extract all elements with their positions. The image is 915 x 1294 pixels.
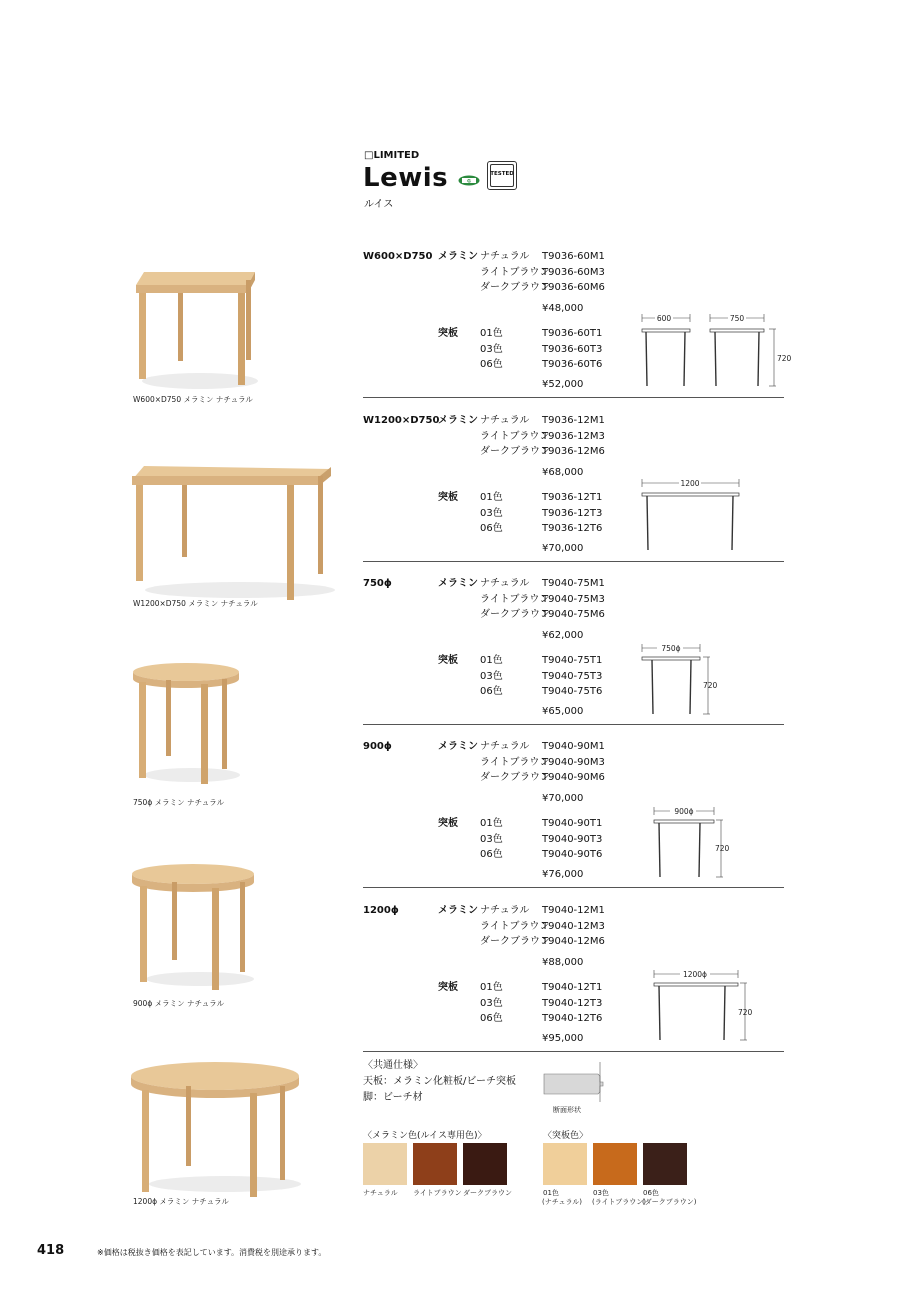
- veneer-colors-title: 〈突板色〉: [543, 1131, 589, 1141]
- finish-label-veneer: 突板: [438, 818, 458, 829]
- dim-height: 720: [703, 681, 718, 690]
- model-number: T9040-90M6: [542, 772, 605, 783]
- table-photo-w600: [130, 265, 255, 395]
- model-number: T9040-90T1: [542, 818, 603, 829]
- color-swatch: [643, 1143, 687, 1185]
- model-number: T9036-60M1: [542, 251, 605, 262]
- color-name: 06色: [480, 1013, 503, 1024]
- photo-caption: 900ϕ メラミン ナチュラル: [133, 999, 225, 1008]
- color-name: ライトブラウン: [480, 430, 550, 442]
- price: ¥88,000: [542, 957, 584, 968]
- model-number: T9040-75M6: [542, 609, 605, 620]
- model-number: T9040-12M3: [542, 920, 605, 932]
- color-name: 03色: [480, 833, 503, 845]
- color-name: 01色: [480, 818, 503, 829]
- color-name: 06色: [480, 523, 503, 534]
- color-swatch-label: 01色: [543, 1189, 559, 1197]
- model-number: T9040-12T1: [542, 982, 603, 993]
- common-specs: [363, 1058, 516, 1106]
- model-number: T9036-12M6: [542, 446, 605, 457]
- size-label: 1200ϕ: [363, 905, 399, 916]
- divider: [363, 887, 784, 888]
- color-name: ダークブラウン: [480, 772, 550, 783]
- color-name: 01色: [480, 328, 503, 339]
- finish-label-melamine: メラミン: [438, 905, 478, 916]
- color-name: 01色: [480, 492, 503, 503]
- model-number: T9040-90M1: [542, 741, 605, 752]
- color-name: 06色: [480, 359, 503, 370]
- model-number: T9040-12T3: [542, 997, 603, 1009]
- tested-badge: [487, 161, 517, 190]
- finish-label-melamine: メラミン: [438, 251, 478, 262]
- cross-section-caption: 断面形状: [553, 1106, 581, 1114]
- color-name: ダークブラウン: [480, 936, 550, 947]
- table-photo-w1200: [130, 462, 335, 602]
- tested-badge-text: TESTED: [490, 171, 514, 177]
- model-number: T9036-60T1: [542, 328, 603, 339]
- model-number: T9040-75T3: [542, 670, 603, 682]
- finish-label-melamine: メラミン: [438, 415, 478, 426]
- color-name: ナチュラル: [480, 578, 530, 589]
- price: ¥70,000: [542, 543, 584, 554]
- model-number: T9036-12T1: [542, 492, 603, 503]
- series-label: □LIMITED: [364, 150, 420, 161]
- color-name: 01色: [480, 655, 503, 666]
- price: ¥68,000: [542, 467, 584, 478]
- price: ¥65,000: [542, 706, 584, 717]
- dimension-diagram-900: [636, 803, 736, 881]
- page-number: 418: [37, 1243, 65, 1258]
- price: ¥52,000: [542, 379, 584, 390]
- model-number: T9040-75M1: [542, 578, 605, 589]
- common-specs-legs: 脚：ビーチ材: [363, 1092, 423, 1103]
- color-name: 03色: [480, 997, 503, 1009]
- model-number: T9036-60T3: [542, 343, 603, 355]
- size-label: 750ϕ: [363, 578, 392, 589]
- color-swatch: [463, 1143, 507, 1185]
- page-title-kana: ルイス: [364, 199, 394, 210]
- color-name: ダークブラウン: [480, 609, 550, 620]
- svg-text:G: G: [467, 179, 471, 185]
- size-label: W600×D750: [363, 251, 433, 262]
- finish-label-veneer: 突板: [438, 328, 458, 339]
- finish-label-veneer: 突板: [438, 655, 458, 666]
- divider: [363, 397, 784, 398]
- finish-label-veneer: 突板: [438, 492, 458, 503]
- color-swatch-label: ナチュラル: [363, 1189, 398, 1197]
- finish-label-veneer: 突板: [438, 982, 458, 993]
- dimension-diagram-w1200: [636, 475, 746, 553]
- color-swatch-label: 03色: [593, 1189, 609, 1197]
- color-name: 03色: [480, 670, 503, 682]
- model-number: T9040-90M3: [542, 756, 605, 768]
- table-photo-750: [130, 660, 242, 788]
- model-number: T9036-60T6: [542, 359, 603, 370]
- photo-caption: 1200ϕ メラミン ナチュラル: [133, 1197, 229, 1206]
- color-swatch-label: ライトブラウン: [413, 1189, 462, 1197]
- finish-label-melamine: メラミン: [438, 741, 478, 752]
- common-specs-title: 〈共通仕様〉: [363, 1060, 423, 1071]
- color-name: 03色: [480, 343, 503, 355]
- price: ¥70,000: [542, 793, 584, 804]
- model-number: T9040-75T6: [542, 686, 603, 697]
- cross-section-diagram: [540, 1060, 612, 1104]
- price: ¥76,000: [542, 869, 584, 880]
- model-number: T9040-12T6: [542, 1013, 603, 1024]
- color-swatch: [593, 1143, 637, 1185]
- color-name: ナチュラル: [480, 741, 530, 752]
- melamine-colors-title: 〈メラミン色(ルイス専用色)〉: [363, 1131, 487, 1141]
- color-name: ナチュラル: [480, 415, 530, 426]
- dimension-diagram-750: [636, 640, 731, 718]
- color-name: 03色: [480, 507, 503, 519]
- dim-width: 600: [656, 314, 672, 323]
- photo-caption: W1200×D750 メラミン ナチュラル: [133, 599, 258, 608]
- color-name: ライトブラウン: [480, 593, 550, 605]
- table-photo-900: [130, 862, 258, 992]
- photo-caption: 750ϕ メラミン ナチュラル: [133, 798, 225, 807]
- color-name: ダークブラウン: [480, 282, 550, 293]
- price-note: ※価格は税抜き価格を表記しています。消費税を別途承ります。: [97, 1248, 327, 1257]
- page-title: Lewis: [363, 163, 449, 193]
- dim-width: 1200: [680, 479, 700, 488]
- price: ¥95,000: [542, 1033, 584, 1044]
- color-name: ナチュラル: [480, 905, 530, 916]
- dim-height: 720: [738, 1008, 753, 1017]
- color-name: 06色: [480, 686, 503, 697]
- dim-width: 900ϕ: [674, 807, 694, 816]
- dim-depth: 750: [729, 314, 745, 323]
- common-specs-top: 天板：メラミン化粧板/ビーチ突板: [363, 1076, 516, 1087]
- certification-mark-icon: [458, 171, 480, 185]
- model-number: T9036-12M3: [542, 430, 605, 442]
- divider: [363, 1051, 784, 1052]
- color-name: ナチュラル: [480, 251, 530, 262]
- color-swatch: [543, 1143, 587, 1185]
- model-number: T9040-12M6: [542, 936, 605, 947]
- dim-width: 750ϕ: [661, 644, 681, 653]
- color-name: 01色: [480, 982, 503, 993]
- size-label: 900ϕ: [363, 741, 392, 752]
- color-swatch: [363, 1143, 407, 1185]
- color-swatch-label: 06色: [643, 1189, 659, 1197]
- color-name: ライトブラウン: [480, 756, 550, 768]
- dim-height: 720: [715, 844, 730, 853]
- model-number: T9040-75T1: [542, 655, 603, 666]
- dim-height: 720: [777, 354, 792, 363]
- color-swatch: [413, 1143, 457, 1185]
- table-photo-1200: [130, 1060, 305, 1198]
- dimension-diagram-w600: [636, 310, 792, 390]
- color-name: 06色: [480, 849, 503, 860]
- model-number: T9040-90T6: [542, 849, 603, 860]
- color-name: ダークブラウン: [480, 446, 550, 457]
- divider: [363, 724, 784, 725]
- model-number: T9036-60M6: [542, 282, 605, 293]
- model-number: T9040-12M1: [542, 905, 605, 916]
- divider: [363, 561, 784, 562]
- color-name: ライトブラウン: [480, 920, 550, 932]
- model-number: T9036-12T3: [542, 507, 603, 519]
- size-label: W1200×D750: [363, 415, 440, 426]
- color-swatch-sublabel: (ダークブラウン): [642, 1198, 697, 1206]
- model-number: T9036-12M1: [542, 415, 605, 426]
- dimension-diagram-1200: [636, 966, 760, 1044]
- color-swatch-sublabel: (ナチュラル): [542, 1198, 583, 1206]
- price: ¥48,000: [542, 303, 584, 314]
- dim-width: 1200ϕ: [682, 970, 708, 979]
- model-number: T9036-12T6: [542, 523, 603, 534]
- model-number: T9040-75M3: [542, 593, 605, 605]
- finish-label-melamine: メラミン: [438, 578, 478, 589]
- photo-caption: W600×D750 メラミン ナチュラル: [133, 395, 253, 404]
- color-swatch-sublabel: (ライトブラウン): [592, 1198, 647, 1206]
- price: ¥62,000: [542, 630, 584, 641]
- color-swatch-label: ダークブラウン: [463, 1189, 512, 1197]
- model-number: T9040-90T3: [542, 833, 603, 845]
- color-name: ライトブラウン: [480, 266, 550, 278]
- model-number: T9036-60M3: [542, 266, 605, 278]
